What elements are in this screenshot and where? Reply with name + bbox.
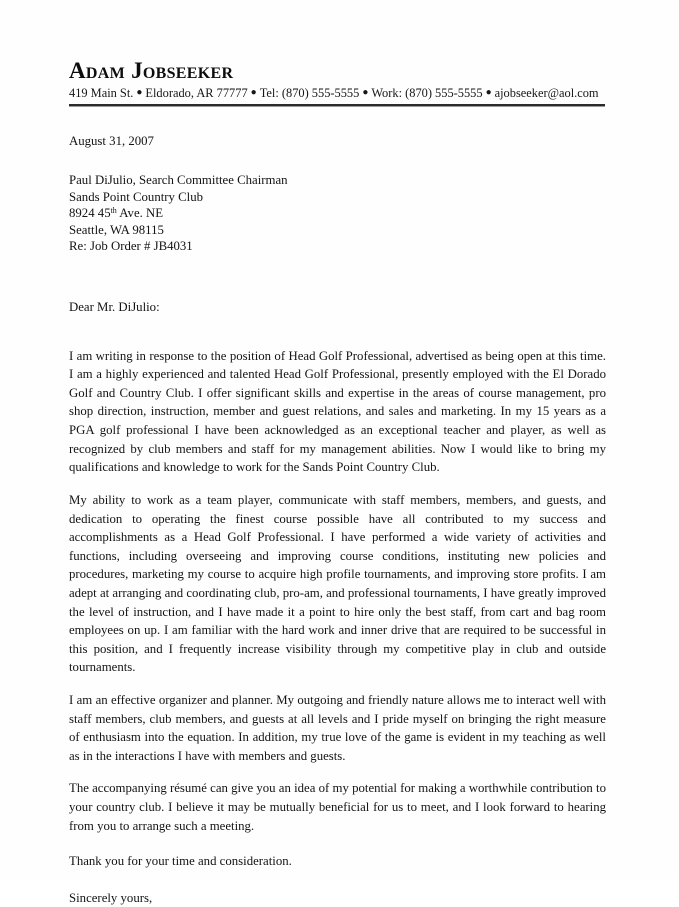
sender-city-state-zip: Eldorado, AR 77777: [145, 85, 248, 100]
closing-signoff: Sincerely yours,: [69, 890, 153, 905]
body-paragraph: The accompanying résumé can give you an idea of my potential for making a worthwhile contribution to your country club. I believe it may be mutually beneficial for us to meet, and I look forward to hearing from you to arrange such a meeting.: [69, 781, 606, 833]
body-paragraph: I am writing in response to the position of Head Golf Professional, advertised as being open at this time. I am a highly experienced and talented Head Golf Professional, presently employed with the El Dorado Golf and Country Club. I offer significant skills and expertise in the areas of course management, pro shop direction, instruction, member and guest relations, and sales and marketing. In my 15 years as a PGA golf professional I have been acknowledged as an exceptional teacher and player, as well as recognized by club members and staff for my management abilities. Now I would like to bring my qualifications and knowledge to work for the Sands Point Country Club.: [69, 348, 606, 475]
closing-thanks: Thank you for your time and consideration.: [69, 854, 292, 869]
recipient-street-number: 8924 45: [69, 206, 111, 221]
letter-content: [69, 58, 606, 907]
recipient-address-block: [69, 172, 606, 255]
letter-salutation: Dear Mr. DiJulio:: [69, 300, 160, 314]
recipient-job-reference: Re: Job Order # JB4031: [69, 239, 193, 254]
letterhead-divider: [69, 104, 605, 107]
bullet-separator-icon: ●: [136, 87, 143, 99]
recipient-street-ordinal: th: [110, 206, 117, 216]
sender-contact-line: [69, 86, 606, 104]
sender-street: 419 Main St.: [69, 85, 134, 100]
sender-email: ajobseeker@aol.com: [494, 85, 599, 100]
recipient-name-title: Paul DiJulio, Search Committee Chairman: [69, 172, 288, 187]
letterhead: [69, 58, 606, 107]
sender-work-phone: Work: (870) 555-5555: [371, 85, 483, 100]
body-paragraph: My ability to work as a team player, communicate with staff members, members, and guests, and dedication to operating the finest course possible have all contributed to my success and accomplishments as a Head Golf Professional. I have performed a wide variety of activities and functions, including overseeing and improving course conditions, instituting new policies and procedures, marketing my course to acquire high profile tournaments, and improving store profits. I am adept at arranging and coordinating club, pro-am, and professional tournaments, I have greatly improved the level of instruction, and I have made it a point to hire only the best staff, from cart and bag room employees on up. I am familiar with the hard work and inner drive that are required to be successful in this position, and I frequently increase visibility through my competitive play in club and outside tournaments.: [69, 492, 606, 675]
bullet-separator-icon: ●: [362, 87, 369, 99]
recipient-organization: Sands Point Country Club: [69, 189, 204, 204]
bullet-separator-icon: ●: [485, 87, 492, 99]
body-paragraph: I am an effective organizer and planner. My outgoing and friendly nature allows me to interact well with staff members, club members, and guests at all levels and I pride myself on bringing the right measure of enthusiasm into the equation. In addition, my true love of the game is evident in my teaching as well as in the interactions I have with members and guests.: [69, 692, 606, 763]
letter-body: [69, 347, 606, 836]
sender-name: Adam Jobseeker: [69, 58, 234, 83]
sender-telephone: Tel: (870) 555-5555: [259, 85, 360, 100]
recipient-city-state-zip: Seattle, WA 98115: [69, 222, 164, 237]
recipient-street-rest: Ave. NE: [116, 206, 164, 221]
letter-date: August 31, 2007: [69, 134, 154, 149]
bullet-separator-icon: ●: [250, 87, 257, 99]
recipient-street: [69, 205, 606, 222]
